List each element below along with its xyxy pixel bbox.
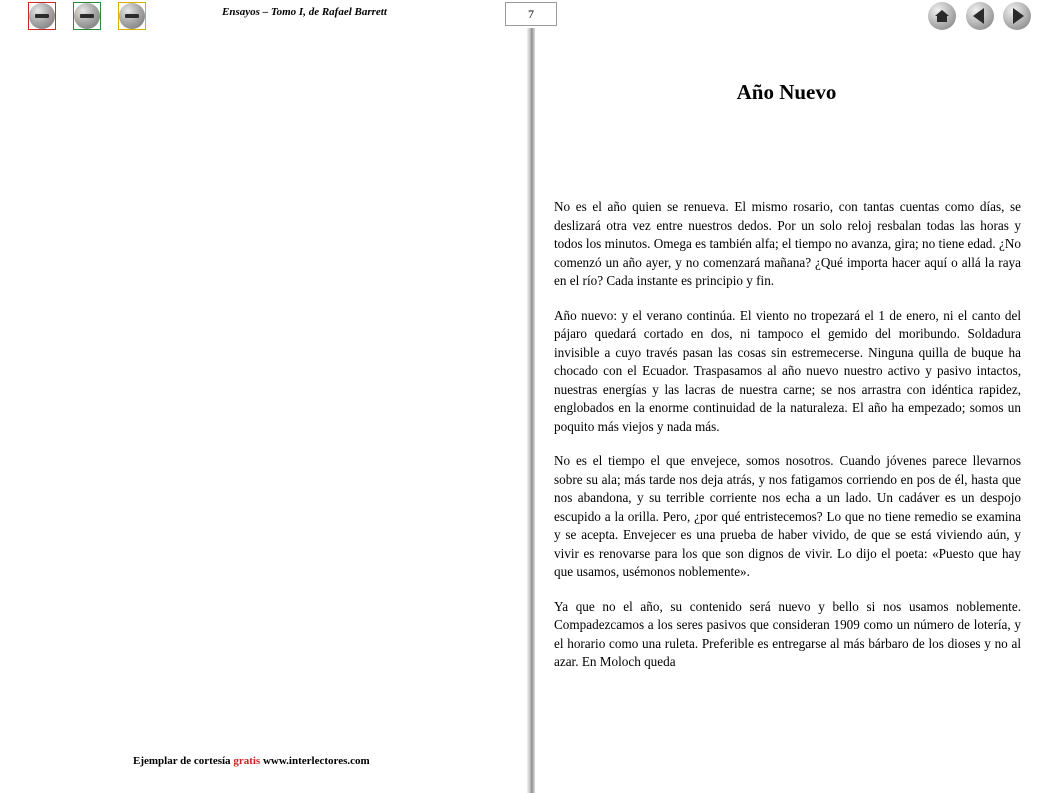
minus-button-red[interactable]: [28, 2, 56, 30]
minus-button-yellow[interactable]: [118, 2, 146, 30]
chapter-body: [554, 198, 1021, 688]
minus-icon: [29, 3, 55, 29]
paragraph: Año nuevo: y el verano continúa. El viento no tropezará el 1 de enero, ni el canto del pájaro quedará cortado en dos, ni tampoco el gemido del moribundo. Soldadura invisible a cuyo través pasan las cosas sin estremecerse. Ninguna quilla de buque ha chocado con el Ecuador. Traspasamos al año nuevo nuestro activo y pasivo intactos, nuestras energías y las lacras de nuestra carne; se nos arrastra con idéntica rapidez, englobados en la enorme continuidad de la naturaleza. El año ha empezado; somos un poquito más viejos y nada más.: [554, 307, 1021, 434]
book-spine-divider: [527, 28, 535, 793]
footer-gratis-link[interactable]: gratis: [233, 755, 261, 767]
home-icon: [935, 10, 949, 22]
minus-button-green[interactable]: [73, 2, 101, 30]
book-header-title: Ensayos – Tomo I, de Rafael Barrett: [222, 6, 387, 18]
arrow-left-icon: [973, 8, 984, 24]
footer-credit: [133, 755, 370, 767]
arrow-right-icon: [1013, 8, 1024, 24]
page-number-box[interactable]: 7: [505, 2, 557, 26]
paragraph: Ya que no el año, su contenido será nuevo y bello si nos usamos noblemente. Compadezcamos a los seres pasivos que consideran 1909 como un número de lotería, y el horario como una ruleta. Preferible es entregarse al más bárbaro de los dioses y no al azar. En Moloch queda: [554, 598, 1021, 669]
previous-page-button[interactable]: [966, 2, 994, 30]
home-button[interactable]: [928, 2, 956, 30]
minus-icon: [74, 3, 100, 29]
footer-url[interactable]: www.interlectores.com: [260, 755, 370, 767]
paragraph: No es el año quien se renueva. El mismo rosario, con tantas cuentas como días, se deslizará otra vez entre nuestros dedos. Por un solo reloj resbalan todas las horas y todos los minutos. Omega es también alfa; el tiempo no avanza, gira; no tiene edad. ¿No comenzó un año ayer, y no comenzará mañana? ¿Qué importa hacer aquí o allá la raya en el río? Cada instante es principio y fin.: [554, 199, 1021, 288]
chapter-title: Año Nuevo: [736, 80, 837, 104]
footer-prefix: Ejemplar de cortesía: [133, 755, 234, 767]
paragraph: No es el tiempo el que envejece, somos nosotros. Cuando jóvenes parece llevarnos sobre su ala; más tarde nos deja atrás, y nos fatigamos corriendo en pos de él, hasta que nos abandona, y su terrible corriente nos echa a un lado. Un cadáver es un despojo escupido a la orilla. Pero, ¿por qué entristecemos? Lo que no tiene remedio se examina y se acepta. Envejecer es una prueba de haber vivido, de que se está viviendo aún, y vivir es renovarse para los que son dignos de vivir. Lo dijo el poeta: «Puesto que hay que usamos, usémonos noblemente».: [554, 453, 1021, 579]
minus-icon: [119, 3, 145, 29]
next-page-button[interactable]: [1003, 2, 1031, 30]
